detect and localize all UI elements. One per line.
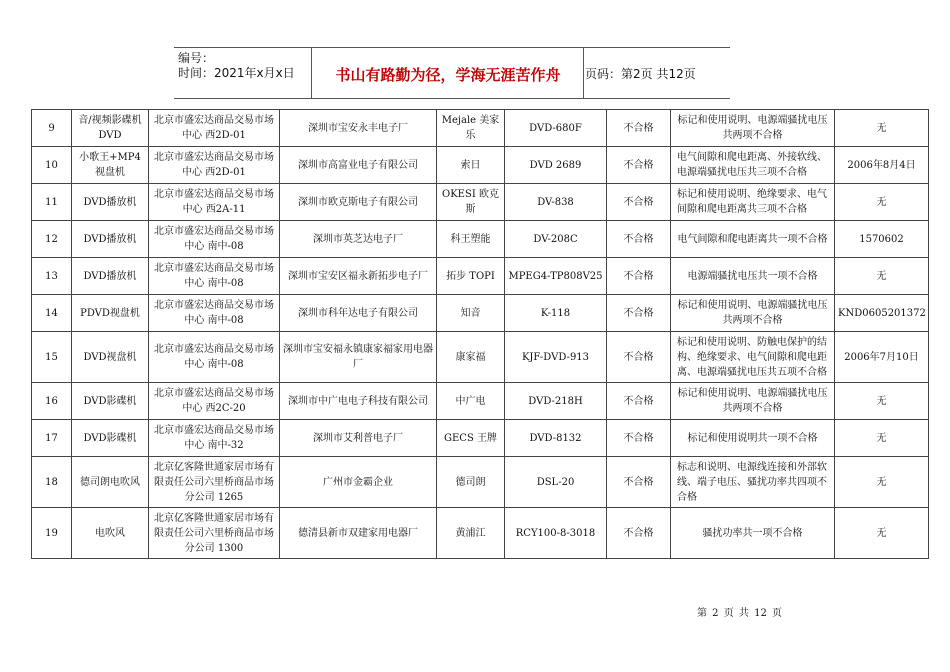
cell-model: DSL-20: [505, 457, 607, 508]
cell-number: 11: [32, 184, 72, 221]
cell-number: 14: [32, 295, 72, 332]
table-row: [32, 457, 929, 508]
cell-result: 不合格: [607, 258, 671, 295]
cell-product: DVD播放机: [72, 184, 149, 221]
table-row: [32, 295, 929, 332]
cell-model: DVD-218H: [505, 383, 607, 420]
cell-manufacturer: 深圳市宝安永丰电子厂: [280, 110, 437, 147]
cell-product: DVD影碟机: [72, 383, 149, 420]
cell-brand: 拓步 TOPI: [437, 258, 505, 295]
cell-number: 18: [32, 457, 72, 508]
cell-problems: 标记和使用说明、绝缘要求、电气间隙和爬电距离共三项不合格: [671, 184, 835, 221]
header-divider: [583, 48, 584, 98]
cell-model: K-118: [505, 295, 607, 332]
cell-seller: 北京市盛宏达商品交易市场中心 西2D-01: [149, 110, 280, 147]
cell-model: DVD-8132: [505, 420, 607, 457]
cell-result: 不合格: [607, 221, 671, 258]
cell-manufacturer: 广州市金霸企业: [280, 457, 437, 508]
cell-brand: 黄浦江: [437, 508, 505, 559]
table-row: [32, 221, 929, 258]
cell-brand: Mejale 美家乐: [437, 110, 505, 147]
cell-number: 15: [32, 332, 72, 383]
cell-seller: 北京市盛宏达商品交易市场中心 南中-08: [149, 221, 280, 258]
cell-brand: GECS 王牌: [437, 420, 505, 457]
table-row: [32, 147, 929, 184]
cell-number: 12: [32, 221, 72, 258]
table-row: [32, 420, 929, 457]
cell-result: 不合格: [607, 457, 671, 508]
cell-number: 16: [32, 383, 72, 420]
cell-problems: 标记和使用说明共一项不合格: [671, 420, 835, 457]
cell-number: 17: [32, 420, 72, 457]
cell-result: 不合格: [607, 383, 671, 420]
cell-seller: 北京市盛宏达商品交易市场中心 西2A-11: [149, 184, 280, 221]
cell-manufacturer: 深圳市高富业电子有限公司: [280, 147, 437, 184]
table-row: [32, 383, 929, 420]
cell-result: 不合格: [607, 332, 671, 383]
cell-production-date: 无: [835, 383, 929, 420]
cell-product: 德司朗电吹风: [72, 457, 149, 508]
cell-seller: 北京市盛宏达商品交易市场中心 南中-08: [149, 258, 280, 295]
header-divider: [311, 48, 312, 98]
cell-result: 不合格: [607, 420, 671, 457]
cell-problems: 电源端骚扰电压共一项不合格: [671, 258, 835, 295]
cell-seller: 北京亿客隆世通家居市场有限责任公司六里桥商品市场分公司 1265: [149, 457, 280, 508]
cell-production-date: 无: [835, 457, 929, 508]
cell-product: 电吹风: [72, 508, 149, 559]
cell-manufacturer: 深圳市欧克斯电子有限公司: [280, 184, 437, 221]
cell-seller: 北京市盛宏达商品交易市场中心 南中-08: [149, 332, 280, 383]
cell-production-date: 无: [835, 508, 929, 559]
table-row: [32, 332, 929, 383]
inspection-results-table: [31, 109, 929, 559]
cell-product: DVD视盘机: [72, 332, 149, 383]
cell-model: KJF-DVD-913: [505, 332, 607, 383]
page-footer: 第 2 页 共 12 页: [697, 608, 782, 619]
cell-brand: 德司朗: [437, 457, 505, 508]
cell-product: DVD播放机: [72, 221, 149, 258]
cell-seller: 北京市盛宏达商品交易市场中心 西2C-20: [149, 383, 280, 420]
cell-brand: 索日: [437, 147, 505, 184]
cell-manufacturer: 深圳市英芝达电子厂: [280, 221, 437, 258]
table-row: [32, 258, 929, 295]
cell-result: 不合格: [607, 147, 671, 184]
cell-manufacturer: 深圳市科年达电子有限公司: [280, 295, 437, 332]
document-time-label: 时间：2021年x月x日: [178, 66, 295, 80]
cell-production-date: 无: [835, 258, 929, 295]
cell-production-date: 无: [835, 420, 929, 457]
cell-manufacturer: 深圳市中广电电子科技有限公司: [280, 383, 437, 420]
cell-model: DV-208C: [505, 221, 607, 258]
cell-problems: 电气间隙和爬电距离共一项不合格: [671, 221, 835, 258]
cell-problems: 标记和使用说明、电源端骚扰电压共两项不合格: [671, 295, 835, 332]
cell-model: DV-838: [505, 184, 607, 221]
header-motto: 书山有路勤为径，学海无涯苦作舟: [335, 66, 561, 84]
cell-seller: 北京市盛宏达商品交易市场中心 南中-32: [149, 420, 280, 457]
cell-problems: 标记和使用说明、电源端骚扰电压共两项不合格: [671, 110, 835, 147]
cell-model: RCY100-8-3018: [505, 508, 607, 559]
cell-result: 不合格: [607, 184, 671, 221]
cell-manufacturer: 德清县新市双建家用电器厂: [280, 508, 437, 559]
document-number-label: 编号：: [178, 51, 215, 65]
cell-production-date: 2006年8月4日: [835, 147, 929, 184]
cell-problems: 标记和使用说明、电源端骚扰电压共两项不合格: [671, 383, 835, 420]
cell-brand: 康家福: [437, 332, 505, 383]
header-page-label: 页码：第2页 共12页: [585, 67, 696, 81]
cell-result: 不合格: [607, 295, 671, 332]
cell-product: PDVD视盘机: [72, 295, 149, 332]
table-row: [32, 184, 929, 221]
cell-problems: 标记和使用说明、防触电保护的结构、绝缘要求、电气间隙和爬电距离、电源端骚扰电压共五项不合格: [671, 332, 835, 383]
cell-production-date: 无: [835, 184, 929, 221]
cell-problems: 骚扰功率共一项不合格: [671, 508, 835, 559]
cell-manufacturer: 深圳市艾利普电子厂: [280, 420, 437, 457]
cell-seller: 北京市盛宏达商品交易市场中心 西2D-01: [149, 147, 280, 184]
cell-result: 不合格: [607, 508, 671, 559]
cell-seller: 北京亿客隆世通家居市场有限责任公司六里桥商品市场分公司 1300: [149, 508, 280, 559]
cell-number: 9: [32, 110, 72, 147]
cell-product: 音/视频影碟机DVD: [72, 110, 149, 147]
page-header: [174, 47, 730, 99]
cell-product: 小歌王+MP4视盘机: [72, 147, 149, 184]
cell-seller: 北京市盛宏达商品交易市场中心 南中-08: [149, 295, 280, 332]
cell-production-date: 无: [835, 110, 929, 147]
cell-manufacturer: 深圳市宝安区福永新拓步电子厂: [280, 258, 437, 295]
cell-number: 13: [32, 258, 72, 295]
cell-brand: 知音: [437, 295, 505, 332]
cell-brand: 科王塑能: [437, 221, 505, 258]
cell-production-date: KND0605201372: [835, 295, 929, 332]
cell-brand: OKESI 欧克斯: [437, 184, 505, 221]
cell-product: DVD播放机: [72, 258, 149, 295]
table-row: [32, 508, 929, 559]
cell-product: DVD影碟机: [72, 420, 149, 457]
cell-production-date: 1570602: [835, 221, 929, 258]
cell-manufacturer: 深圳市宝安福永镇康家福家用电器厂: [280, 332, 437, 383]
cell-number: 19: [32, 508, 72, 559]
cell-model: MPEG4-TP808V25: [505, 258, 607, 295]
cell-production-date: 2006年7月10日: [835, 332, 929, 383]
cell-problems: 标志和说明、电源线连接和外部软线、端子电压、骚扰功率共四项不合格: [671, 457, 835, 508]
cell-brand: 中广电: [437, 383, 505, 420]
cell-number: 10: [32, 147, 72, 184]
cell-problems: 电气间隙和爬电距离、外接软线、电源端骚扰电压共三项不合格: [671, 147, 835, 184]
cell-model: DVD 2689: [505, 147, 607, 184]
cell-result: 不合格: [607, 110, 671, 147]
header-left-block: [178, 51, 295, 81]
table-row: [32, 110, 929, 147]
cell-model: DVD-680F: [505, 110, 607, 147]
